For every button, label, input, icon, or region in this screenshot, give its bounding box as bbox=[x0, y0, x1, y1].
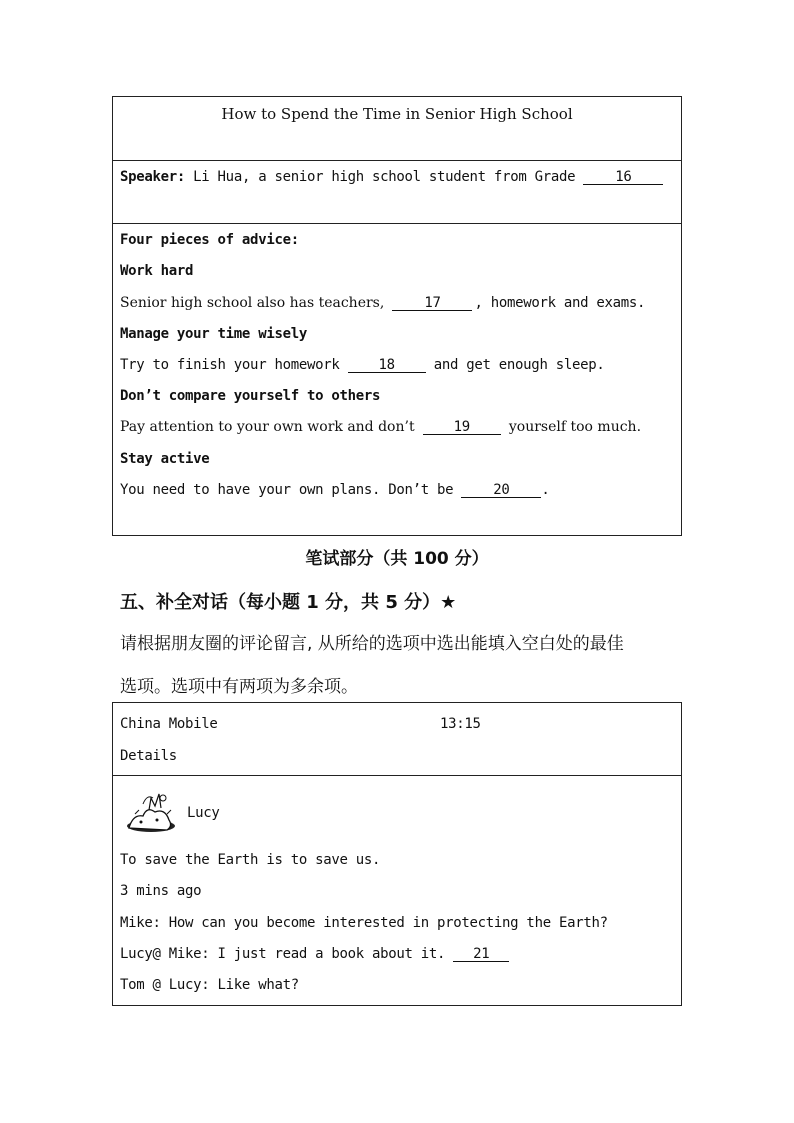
status-time: 13:15 bbox=[440, 716, 481, 732]
advice-row bbox=[113, 224, 681, 535]
instructions-line-2: 选项。选项中有两项为多余项。 bbox=[120, 677, 358, 697]
blank-20[interactable]: 20 bbox=[461, 483, 541, 498]
advice-4-line: You need to have your own plans. Don’t be 20 . bbox=[120, 482, 550, 498]
blank-18[interactable]: 18 bbox=[348, 358, 426, 373]
comment-tom: Tom @ Lucy: Like what? bbox=[120, 977, 299, 993]
advice-heading: Four pieces of advice: bbox=[120, 232, 299, 248]
post-text: To save the Earth is to save us. bbox=[120, 852, 381, 868]
blank-21[interactable]: 21 bbox=[453, 947, 509, 962]
written-section-title: 笔试部分（共 100 分） bbox=[305, 549, 489, 569]
comment-mike: Mike: How can you become interested in protecting the Earth? bbox=[120, 915, 608, 931]
blank-19[interactable]: 19 bbox=[423, 420, 501, 435]
post-row bbox=[113, 776, 681, 1005]
blank-17[interactable]: 17 bbox=[392, 296, 472, 311]
advice-4-heading: Stay active bbox=[120, 451, 210, 467]
advice-table bbox=[112, 96, 682, 536]
advice-3-heading: Don’t compare yourself to others bbox=[120, 388, 381, 404]
speaker-line bbox=[120, 169, 663, 185]
advice-1-line: Senior high school also has teachers, 17 , homework and exams. bbox=[120, 295, 646, 311]
speaker-text: Li Hua, a senior high school student from Grade bbox=[193, 169, 576, 185]
post-username[interactable]: Lucy bbox=[187, 805, 220, 821]
speaker-row bbox=[113, 161, 681, 224]
advice-2-heading: Manage your time wisely bbox=[120, 326, 307, 342]
advice-1-heading: Work hard bbox=[120, 263, 194, 279]
advice-3-line: Pay attention to your own work and don’t 19 yourself too much. bbox=[120, 419, 642, 435]
instructions-line-1: 请根据朋友圈的评论留言, 从所给的选项中选出能填入空白处的最佳 bbox=[120, 634, 624, 654]
table-title-row bbox=[113, 97, 681, 161]
status-row bbox=[113, 703, 681, 776]
blank-16[interactable]: 16 bbox=[583, 170, 663, 185]
part-five-title: 五、补全对话（每小题 1 分，共 5 分）★ bbox=[120, 592, 457, 613]
details-label: Details bbox=[120, 748, 177, 764]
advice-2-line: Try to finish your homework 18 and get enough sleep. bbox=[120, 357, 605, 373]
speaker-label: Speaker: bbox=[120, 169, 186, 185]
carrier-name: China Mobile bbox=[120, 716, 218, 732]
post-timestamp: 3 mins ago bbox=[120, 883, 202, 899]
table-title: How to Spend the Time in Senior High School bbox=[221, 105, 573, 123]
avatar-icon bbox=[121, 784, 177, 834]
moments-table bbox=[112, 702, 682, 1006]
comment-lucy: Lucy@ Mike: I just read a book about it. 21 bbox=[120, 946, 509, 962]
